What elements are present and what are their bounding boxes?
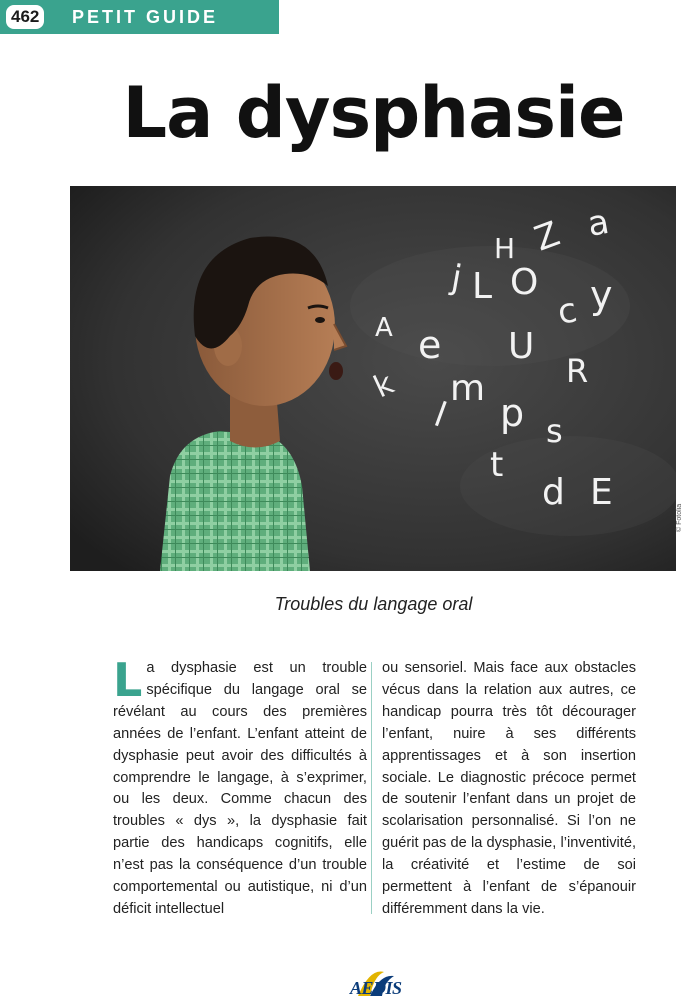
chalk-letter: y [590,273,613,317]
chalk-letter: A [375,313,393,343]
series-title: PETIT GUIDE [72,6,219,27]
body-column-right [382,658,636,921]
chalk-letter: d [542,472,565,513]
chalk-letter: k [368,366,400,406]
drop-cap: L [113,653,143,707]
chalk-letter: a [584,201,613,245]
chalk-letter: R [566,352,589,390]
boy-chalkboard-illustration [70,186,676,571]
page-title: La dysphasie [122,72,625,154]
chalk-letter: E [590,472,613,513]
chalk-letter: s [546,412,563,450]
chalk-letter: H [494,232,516,265]
chalk-letter: l [428,394,452,436]
chalk-letter: Z [529,213,565,260]
chalk-letter: m [450,368,486,409]
chalk-letter: j [448,257,465,299]
chalk-letter: U [508,326,535,367]
chalk-letter: p [500,391,525,435]
body-column-left [113,653,367,921]
body-text-right: ou sensoriel. Mais face aux obstacles vécus dans la relation aux autres, ce handicap pourra très tôt décourager l’enfant, nuire à ses différents apprentissages et à son insertion sociale. Le diagnostic précoce permet de soutenir l’enfant dans un projet de scolarisation personnalisé. Si l’on ne guérit pas de la dysphasie, l’inventivité, la créativité et l’estime de soi permettent à l’enfant de s’épanouir différemment dans la vie. [382,660,636,917]
column-divider [371,662,372,914]
guide-number-badge: 462 [6,5,44,29]
chalk-letter: t [490,445,504,485]
chalk-letter: O [510,262,539,303]
series-banner [0,0,279,34]
chalk-letter: e [418,323,442,367]
chalk-letter: c [554,290,580,333]
cover-photo [70,186,676,571]
body-text-left: a dysphasie est un trouble spécifique du langage oral se révélant au cours des premières années de l’enfant. L’enfant atteint de dysphasie peut avoir des difficultés à comprendre le langage, à s’exprimer, ou les deux. Comme chacun des troubles « dys », la dysphasie fait partie des handicaps cognitifs, elle n’est pas la conséquence d’un trouble comportemental ou autistique, ni d’un déficit intellectuel [113,660,367,917]
publisher-logo-text: AEDIS [350,978,402,998]
photo-credit: © Fotolia [676,503,683,532]
chalk-letter: L [472,266,493,307]
subtitle: Troubles du langage oral [274,594,473,614]
